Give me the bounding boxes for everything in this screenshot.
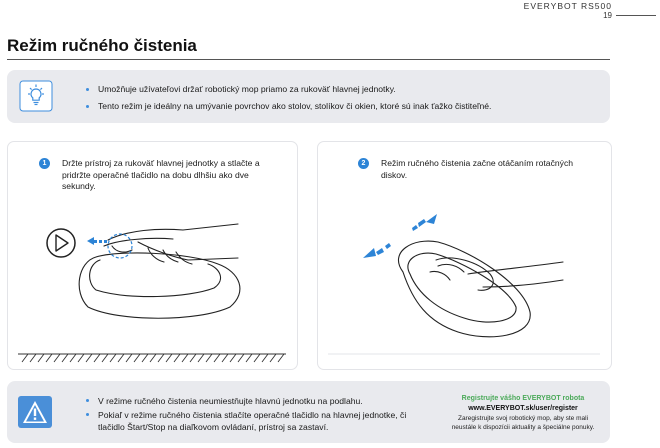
step-instruction: Držte prístroj za rukoväť hlavnej jednotky a stlačte a pridržte operačné tlačidlo na dobu dlhšiu ako dve sekundy. [62, 158, 260, 191]
registration-note: Zaregistrujte svoj robotický mop, aby ste mali [457, 415, 589, 422]
registration-note: neustále k dispozícii aktuality a špeciálne ponuky. [451, 424, 595, 431]
info-bullet: Umožňuje užívateľovi držať robotický mop priamo za rukoväť hlavnej jednotky. [86, 84, 491, 95]
info-bullet: Tento režim je ideálny na umývanie povrchov ako stolov, stolíkov či okien, ktoré sú inak ťažko čistiteľné. [86, 101, 491, 112]
page-number: 19 [603, 11, 612, 20]
registration-title: Registrujte vášho EVERYBOT robota [461, 395, 585, 402]
warning-bullet: V režime ručného čistenia neumiestňujte hlavnú jednotku na podlahu. [86, 395, 416, 407]
header-rule [616, 15, 656, 16]
registration-url[interactable]: www.EVERYBOT.sk/user/register [468, 405, 578, 412]
step-number-badge: 1 [39, 158, 50, 169]
lightbulb-icon [19, 80, 53, 112]
title-divider [7, 59, 610, 60]
warning-bullet: Pokiaľ v režime ručného čistenia stlačíte operačné tlačidlo na hlavnej jednotke, či tlačidlo Štart/Stop na diaľkovom ovládaní, prístroj sa zastaví. [86, 409, 416, 433]
warning-icon [17, 395, 53, 429]
step-instruction: Režim ručného čistenia začne otáčaním rotačných diskov. [381, 158, 574, 180]
step-card-1 [7, 141, 298, 370]
warning-bullets [86, 395, 416, 435]
info-panel [7, 70, 610, 123]
step-number-badge: 2 [358, 158, 369, 169]
page-title: Režim ručného čistenia [7, 36, 197, 55]
header-brand: EVERYBOT RS500 [523, 1, 612, 11]
registration-notice [437, 394, 609, 432]
step-card-2 [317, 141, 612, 370]
info-bullets [86, 84, 491, 118]
warning-panel [7, 381, 610, 443]
